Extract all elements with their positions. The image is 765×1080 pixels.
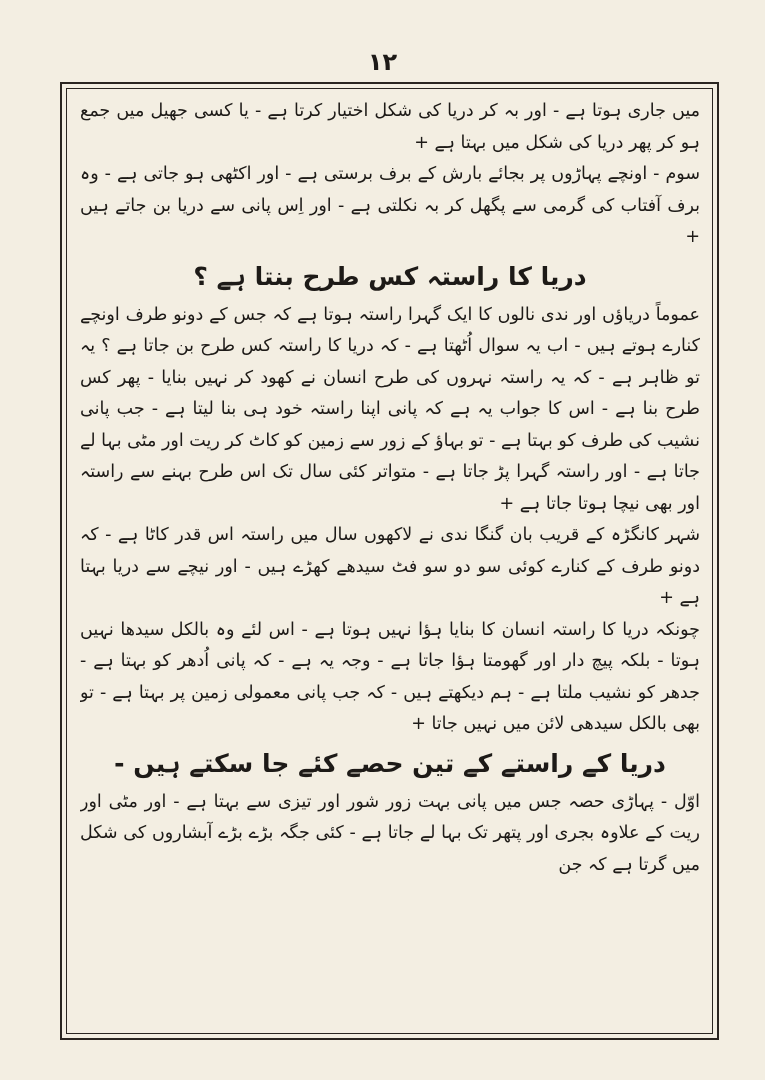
page-body [80, 96, 700, 1026]
section-heading-three-parts: دریا کے راستے کے تین حصے کئے جا سکتے ہیں - [114, 748, 666, 778]
paragraph-river-path: عموماً دریاؤں اور ندی نالوں کا ایک گہرا راستہ ہوتا ہے کہ جس کے دونو طرف اونچے کنارے ہوتے ہیں - اب یہ سوال اُٹھتا ہے - کہ دریا کا راستہ کس طرح بن جاتا ہے ؟ یہ تو ظاہر ہے - کہ یہ راستہ نہروں کی طرح انسان نے کھود کر نہیں بنایا - پھر کس طرح بنا ہے - اس کا جواب یہ ہے کہ پانی اپنا راستہ خود ہی بنا لیتا ہے - جب پانی نشیب کی طرف کو بہتا ہے - تو بہاؤ کے زور سے زمین کو کاٹ کر ریت اور مٹی بہا لے جاتا ہے - اور راستہ گہرا پڑ جاتا ہے - متواتر کئی سال تک اس طرح بہنے سے راستہ اور بھی نیچا ہوتا جاتا ہے + [80, 304, 700, 514]
paragraph-kangra: شہر کانگڑہ کے قریب بان گنگا ندی نے لاکھوں سال میں راستہ اس قدر کاٹا ہے - کہ دونو طرف کے کنارے کوئی سو دو سو فٹ سیدھے کھڑے ہیں - اور نیچے سے دریا بہتا ہے + [80, 525, 700, 608]
paragraph-third-snow: سوم - اونچے پہاڑوں پر بجائے بارش کے برف برستی ہے - اور اکٹھی ہو جاتی ہے - وہ برف آفتاب کی گرمی سے پگھل کر بہ نکلتی ہے - اور اِس پانی سے دریا بن جاتے ہیں + [80, 164, 700, 247]
page-number: ۱۲ [367, 48, 398, 76]
paragraph-first-part: اوّل - پہاڑی حصہ جس میں پانی بہت زور شور اور تیزی سے بہتا ہے - اور مٹی اور ریت کے علاوہ بجری اور پتھر تک بہا لے جاتا ہے - کئی جگہ بڑے بڑے آبشاروں کی شکل میں گرتا ہے کہ جن [80, 791, 700, 875]
section-heading-river-path: دریا کا راستہ کس طرح بنتا ہے ؟ [193, 261, 587, 291]
paragraph-winding: چونکہ دریا کا راستہ انسان کا بنایا ہؤا نہیں ہوتا ہے - اس لئے وہ بالکل سیدھا نہیں ہوتا - بلکہ پیچ دار اور گھومتا ہؤا جاتا ہے - وجہ یہ ہے - کہ پانی اُدھر کو بہتا ہے - جدھر کو نشیب ملتا ہے - ہم دیکھتے ہیں - کہ جب پانی معمولی زمین پر بہتا ہے - تو بھی بالکل سیدھی لائن میں نہیں جاتا + [80, 619, 700, 734]
paragraph-river-flow: میں جاری ہوتا ہے - اور بہ کر دریا کی شکل اختیار کرتا ہے - یا کسی جھیل میں جمع ہو کر پھر دریا کی شکل میں بہتا ہے + [80, 101, 700, 153]
